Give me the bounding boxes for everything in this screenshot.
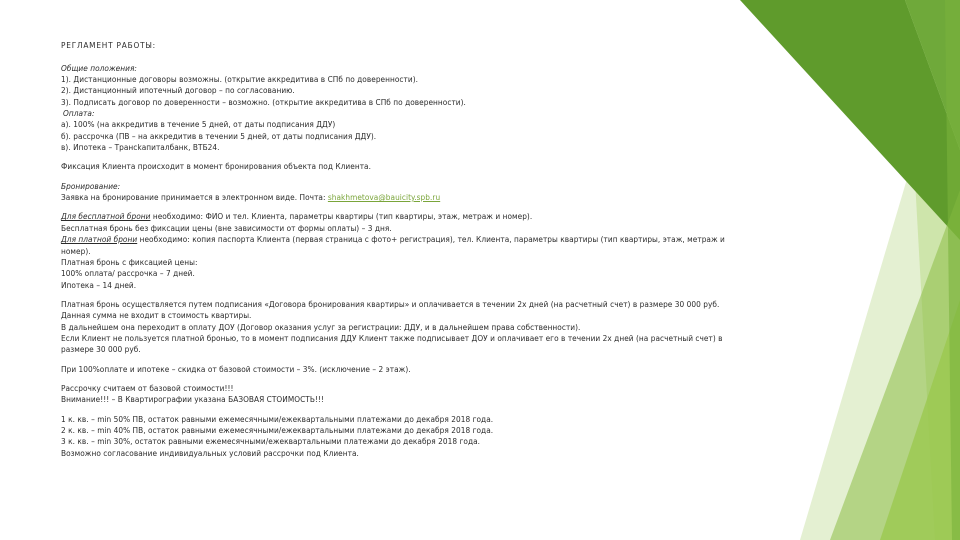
paid-booking-line-3: Ипотека – 14 дней.	[61, 279, 137, 290]
shape-light-band-lower	[830, 190, 960, 540]
booking-email-link[interactable]: shakhmetova@bauicity.spb.ru	[327, 192, 441, 203]
shape-dark-top	[740, 0, 960, 240]
paid-detail-4: Если Клиент не пользуется платной бронью, то в момент подписания ДДУ Клиент также подписывает ДОУ и оплачивает его в течении 2х дней (на расчетный счет) в размере 30 000 руб.	[61, 332, 723, 355]
general-heading: Общие положения:	[61, 62, 137, 73]
booking-text: Заявка на бронирование принимается в электронном виде. Почта:	[61, 192, 328, 203]
booking-heading: Бронирование:	[61, 180, 121, 191]
payment-item-c: в). Ипотека – Трансkапиталбанк, ВТБ24.	[61, 142, 220, 153]
free-booking-text: необходимо: ФИО и тел. Клиента, параметры квартиры (тип квартиры, этаж, метраж и номер).	[150, 211, 533, 222]
shape-mid-band	[905, 0, 960, 150]
payment-item-a: а). 100% (на аккредитив в течение 5 дней, от даты подписания ДДУ)	[61, 119, 336, 130]
paid-booking-line	[61, 234, 726, 257]
installment-note-1: Рассрочку считаем от базовой стоимости!!!	[61, 382, 234, 393]
fixation-text: Фиксация Клиента происходит в момент бронирования объекта под Клиента.	[61, 161, 371, 172]
shape-light-wedge	[905, 0, 960, 540]
general-item-3: 3). Подписать договор по доверенности – возможно. (открытие аккредитива в СПб по доверенности).	[61, 96, 466, 107]
booking-line	[61, 192, 726, 203]
document-title: РЕГЛАМЕНТ РАБОТЫ:	[61, 40, 156, 50]
free-booking-duration: Бесплатная бронь без фиксации цены (вне зависимости от формы оплаты) – 3 дня.	[61, 222, 392, 233]
paid-booking-line-2: 100% оплата/ рассрочка – 7 дней.	[61, 268, 195, 279]
payment-heading: Оплата:	[63, 108, 95, 119]
general-item-1: 1). Дистанционные договоры возможны. (открытие аккредитива в СПб по доверенности).	[61, 74, 419, 85]
free-booking-label: Для бесплатной брони	[61, 211, 151, 222]
installment-note-2: Внимание!!! – В Квартирографии указана БАЗОВАЯ СТОИМОСТЬ!!!	[61, 394, 324, 405]
discount-text: При 100%оплате и ипотеке – скидка от базовой стоимости – 3%. (исключение – 2 этаж).	[61, 363, 411, 374]
installment-individual: Возможно согласование индивидуальных условий рассрочки под Клиента.	[61, 447, 359, 458]
installment-2: 2 к. кв. – min 40% ПВ, остаток равными ежемесячными/ежеквартальными платежами до декабря 2018 года.	[61, 424, 494, 435]
shape-pale-triangle	[800, 0, 960, 540]
general-item-2: 2). Дистанционный ипотечный договор – по согласованию.	[61, 85, 295, 96]
paid-detail-2: Данная сумма не входит в стоимость квартиры.	[61, 310, 252, 321]
paid-booking-text: необходимо: копия паспорта Клиента (первая страница с фото+ регистрация), тел. Клиента, параметры квартиры (тип квартиры, этаж, метраж и номер).	[61, 234, 725, 256]
shape-bright-sliver	[880, 300, 960, 540]
regulations-document	[61, 40, 726, 459]
payment-item-b: б). рассрочка (ПВ – на аккредитив в течении 5 дней, от даты подписания ДДУ).	[61, 130, 377, 141]
paid-booking-label: Для платной брони	[61, 234, 138, 245]
paid-detail-3: В дальнейшем она переходит в оплату ДОУ (Договор оказания услуг за регистрации: ДДУ, и в дальнейшем права собственности).	[61, 321, 581, 332]
paid-booking-line-1: Платная бронь с фиксацией цены:	[61, 256, 198, 267]
free-booking-line	[61, 211, 726, 222]
installment-1: 1 к. кв. – min 50% ПВ, остаток равными ежемесячными/ежеквартальными платежами до декабря 2018 года.	[61, 413, 494, 424]
paid-detail-1: Платная бронь осуществляется путем подписания «Договора бронирования квартиры» и оплачивается в течении 2х дней (на расчетный счет) в размере 30 000 руб.	[61, 298, 720, 309]
shape-right-strip	[945, 0, 960, 540]
installment-3: 3 к. кв. – min 30%, остаток равными ежемесячными/ежеквартальными платежами до декабря 2018 года.	[61, 436, 481, 447]
